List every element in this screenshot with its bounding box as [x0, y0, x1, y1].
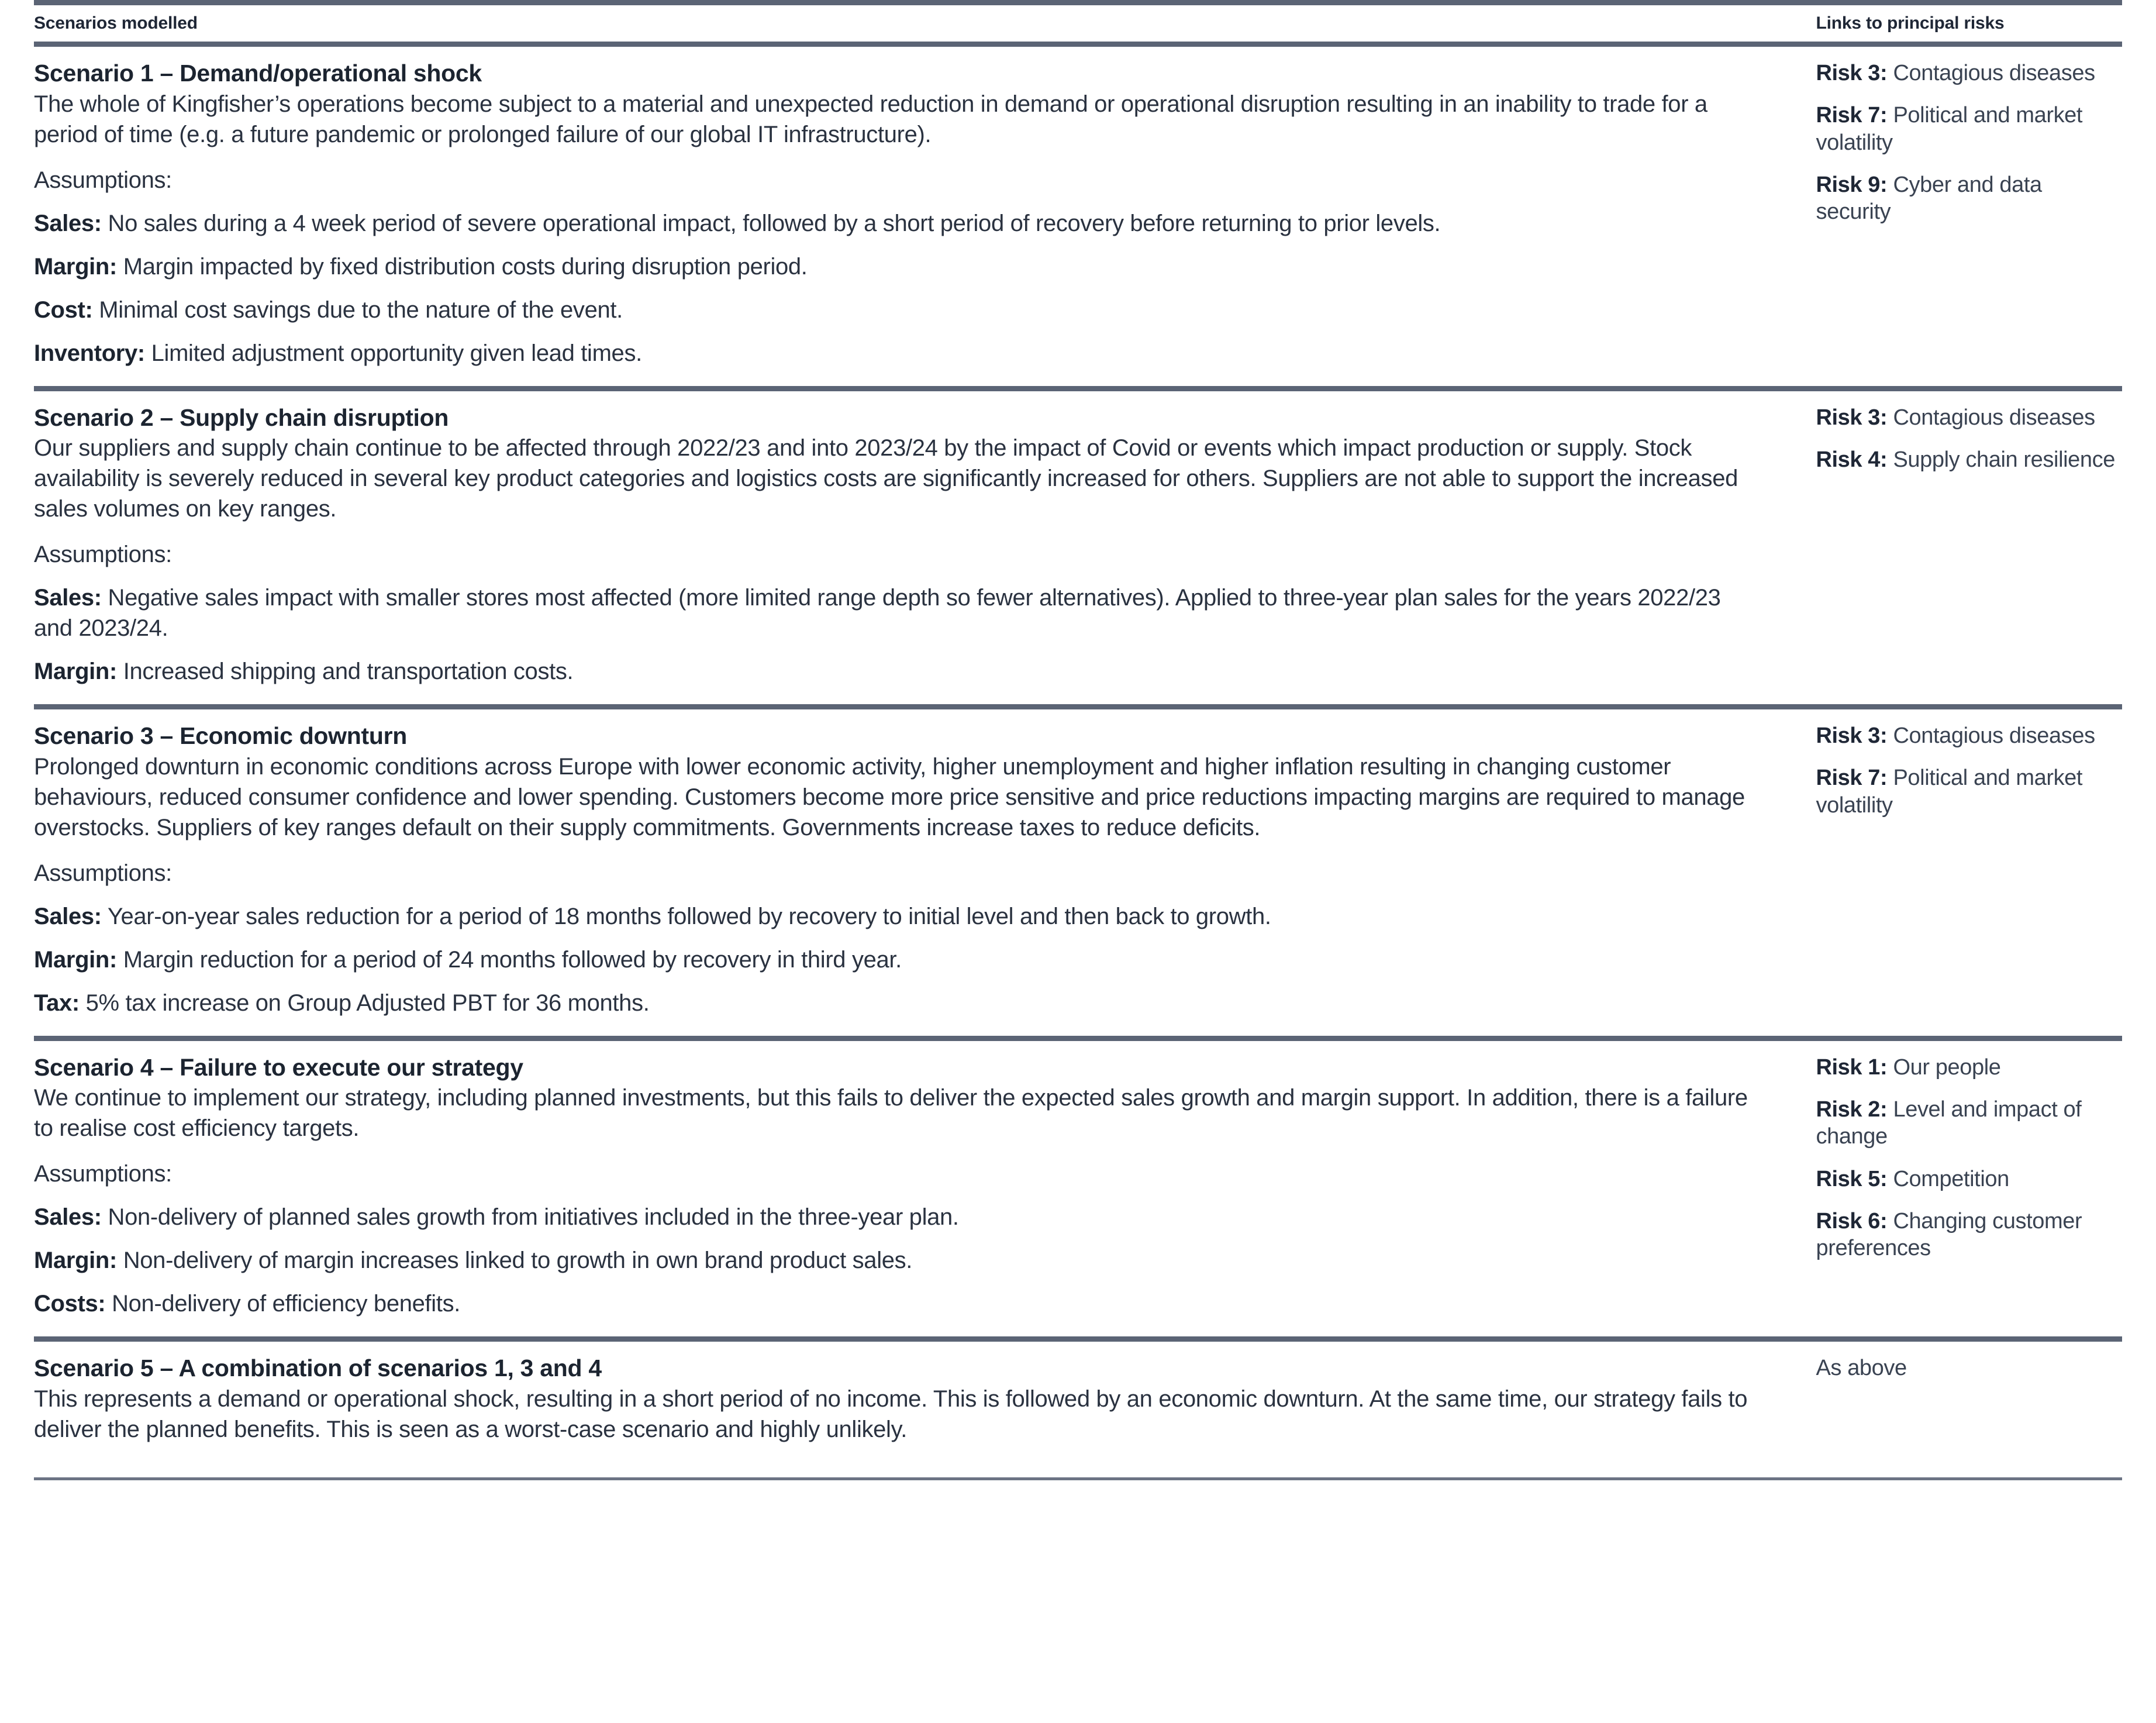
assumption-text: Year-on-year sales reduction for a period of 18 months followed by recovery to initial level and then back to growth. [107, 903, 1271, 929]
assumptions-label: Assumptions: [34, 167, 172, 193]
risk-text: Changing customer preferences [1816, 1209, 2082, 1261]
assumption-text: 5% tax increase on Group Adjusted PBT for 36 months. [85, 990, 650, 1016]
risk-label: Risk 6: [1816, 1209, 1888, 1234]
risk-text: Contagious diseases [1893, 61, 2095, 85]
assumption-item [34, 208, 1762, 239]
risks-cell [1798, 1038, 2122, 1339]
assumption-lead: Sales: [34, 903, 102, 929]
risk-label: Risk 7: [1816, 103, 1888, 128]
scenario-description: We continue to implement our strategy, including planned investments, but this fails to deliver the expected sales growth and margin support. In addition, there is a failure to realise cost efficiency targets. [34, 1085, 1748, 1142]
risk-link [1816, 446, 2122, 473]
risk-link [1816, 1096, 2122, 1150]
assumption-item [34, 656, 1762, 687]
assumption-text: Non-delivery of planned sales growth from initiatives included in the three-year plan. [108, 1204, 959, 1231]
risk-label: Risk 5: [1816, 1166, 1888, 1191]
scenario-cell [34, 388, 1798, 707]
assumption-item [34, 583, 1762, 643]
assumption-item [34, 988, 1762, 1018]
scenario-description: This represents a demand or operational shock, resulting in a short period of no income. This is followed by an economic downturn. At the same time, our strategy fails to deliver the planned benefits. This is seen as a worst-case scenario and highly unlikely. [34, 1386, 1748, 1442]
table-row [34, 44, 2122, 389]
column-header-scenarios: Scenarios modelled [34, 3, 1798, 44]
assumption-text: Non-delivery of margin increases linked to growth in own brand product sales. [123, 1248, 913, 1274]
assumption-text: Minimal cost savings due to the nature of the event. [99, 297, 623, 323]
risk-label: Risk 1: [1816, 1055, 1888, 1080]
risk-link [1816, 1208, 2122, 1262]
scenario-description: The whole of Kingfisher’s operations become subject to a material and unexpected reduction in demand or operational disruption resulting in an inability to trade for a period of time (e.g. a future pandemic or prolonged failure of our global IT infrastructure). [34, 91, 1707, 147]
risk-link [1816, 1166, 2122, 1193]
scenarios-table [34, 0, 2122, 1480]
risk-text: Political and market volatility [1816, 766, 2083, 818]
risk-label: Risk 2: [1816, 1097, 1888, 1122]
scenario-title: Scenario 5 – A combination of scenarios 1, 3 and 4 [34, 1355, 602, 1382]
risk-link [1816, 102, 2122, 156]
bottom-rule-right [1798, 1479, 2122, 1480]
risk-link [1816, 722, 2122, 749]
assumption-lead: Inventory: [34, 340, 145, 366]
assumption-lead: Margin: [34, 253, 117, 280]
risks-cell [1798, 1339, 2122, 1479]
table-row [34, 1038, 2122, 1339]
assumptions-label: Assumptions: [34, 860, 172, 886]
scenario-title: Scenario 2 – Supply chain disruption [34, 404, 449, 431]
risk-link [1816, 1054, 2122, 1081]
assumption-lead: Tax: [34, 990, 80, 1016]
bottom-rule-left [34, 1479, 1798, 1480]
risk-text: Contagious diseases [1893, 723, 2095, 749]
assumptions-label: Assumptions: [34, 542, 172, 568]
assumption-item [34, 1288, 1762, 1319]
assumption-text: Limited adjustment opportunity given lead times. [151, 340, 642, 366]
scenario-description: Prolonged downturn in economic conditions across Europe with lower economic activity, higher unemployment and higher inflation resulting in changing customer behaviours, reduced consumer confidence and lower spending. Customers become more price sensitive and price reductions impacting margins are required to manage overstocks. Suppliers of key ranges default on their supply commitments. Governments increase taxes to reduce deficits. [34, 753, 1745, 840]
table-row [34, 1339, 2122, 1479]
risk-text: Supply chain resilience [1893, 447, 2115, 472]
assumption-text: Negative sales impact with smaller stores most affected (more limited range depth so fewer alternatives). Applied to three-year plan sales for the years 2022/23 and 2023/24. [34, 585, 1721, 642]
assumption-lead: Sales: [34, 1204, 102, 1231]
table-header-row [34, 3, 2122, 44]
assumption-text: Non-delivery of efficiency benefits. [112, 1291, 460, 1317]
assumption-item [34, 295, 1762, 325]
risk-text: Political and market volatility [1816, 103, 2083, 155]
risks-cell [1798, 388, 2122, 707]
scenario-title: Scenario 4 – Failure to execute our strategy [34, 1053, 523, 1081]
risks-cell [1798, 707, 2122, 1039]
table-row [34, 388, 2122, 707]
risk-link [1816, 60, 2122, 87]
risk-text: Level and impact of change [1816, 1097, 2082, 1149]
scenario-cell [34, 44, 1798, 389]
table-bottom-rule [34, 1479, 2122, 1480]
assumption-item [34, 1245, 1762, 1276]
scenario-title: Scenario 1 – Demand/operational shock [34, 60, 482, 87]
scenario-cell [34, 1038, 1798, 1339]
table-row [34, 707, 2122, 1039]
assumption-lead: Margin: [34, 659, 117, 685]
risk-label: Risk 3: [1816, 61, 1888, 85]
risk-label: Risk 3: [1816, 405, 1888, 430]
risk-text: Competition [1893, 1166, 2009, 1191]
table-head [34, 3, 2122, 44]
risk-text: Contagious diseases [1893, 405, 2095, 430]
scenario-cell [34, 1339, 1798, 1479]
assumption-text: No sales during a 4 week period of severe operational impact, followed by a short period of recovery before returning to prior levels. [108, 210, 1441, 236]
risk-text: Our people [1893, 1055, 2001, 1080]
risk-text: Cyber and data security [1816, 173, 2042, 225]
risk-link [1816, 764, 2122, 819]
risk-label: Risk 7: [1816, 766, 1888, 791]
assumption-text: Increased shipping and transportation costs. [123, 659, 574, 685]
scenario-title: Scenario 3 – Economic downturn [34, 722, 408, 750]
assumption-lead: Sales: [34, 585, 102, 611]
risk-label: Risk 9: [1816, 173, 1888, 198]
scenario-cell [34, 707, 1798, 1039]
scenario-description: Our suppliers and supply chain continue to be affected through 2022/23 and into 2023/24 by the impact of Covid or events which impact production or supply. Stock availability is severely reduced in several key product categories and logistics costs are significantly increased for others. Suppliers are not able to support the increased sales volumes on key ranges. [34, 435, 1738, 522]
risk-label: Risk 4: [1816, 447, 1888, 472]
risk-link [1816, 171, 2122, 226]
assumption-lead: Margin: [34, 1248, 117, 1274]
assumption-item [34, 1202, 1762, 1232]
assumption-lead: Costs: [34, 1291, 106, 1317]
assumption-text: Margin impacted by fixed distribution costs during disruption period. [123, 253, 808, 280]
assumption-text: Margin reduction for a period of 24 months followed by recovery in third year. [123, 946, 902, 973]
assumption-item [34, 338, 1762, 368]
assumption-item [34, 901, 1762, 932]
risk-label: Risk 3: [1816, 723, 1888, 749]
risk-plain-text: As above [1816, 1356, 1907, 1381]
risks-cell [1798, 44, 2122, 389]
assumption-item [34, 945, 1762, 975]
assumption-lead: Sales: [34, 210, 102, 236]
assumptions-label: Assumptions: [34, 1161, 172, 1187]
assumption-lead: Margin: [34, 946, 117, 973]
column-header-risks: Links to principal risks [1798, 3, 2122, 44]
risk-link [1816, 404, 2122, 431]
assumption-item [34, 251, 1762, 282]
assumption-lead: Cost: [34, 297, 93, 323]
table-body [34, 44, 2122, 1480]
